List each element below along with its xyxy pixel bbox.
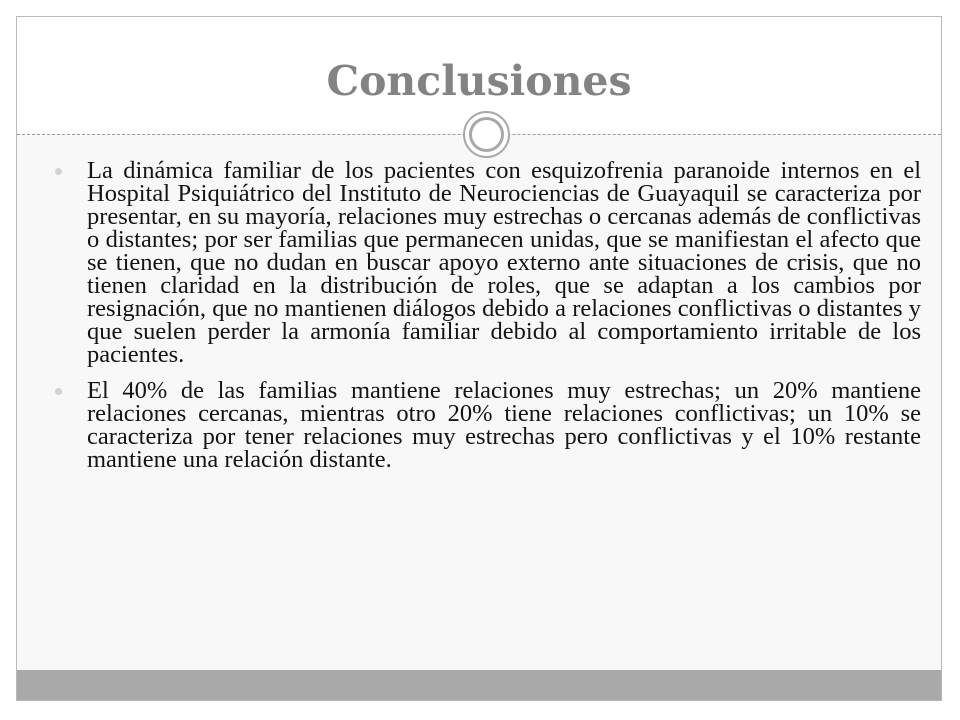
ring-icon: [463, 111, 510, 158]
footer-bar: [17, 670, 941, 700]
bullet-text: La dinámica familiar de los pacientes con esquizofrenia paranoide internos en el Hospital Psiquiátrico del Instituto de Neurociencias de Guayaquil se caracteriza por presentar, en su mayoría, relaciones muy estrechas o cercanas además de conflictivas o distantes; por ser familias que permanecen unidas, que se manifiestan el afecto que se tienen, que no dudan en buscar apoyo externo ante situaciones de crisis, que no tienen claridad en la distribución de roles, que se adaptan a los cambios por resignación, que no mantienen diálogos debido a relaciones conflictivas o distantes y que suelen perder la armonía familiar debido al comportamiento irritable de los pacientes.: [87, 157, 921, 368]
slide-frame: [16, 16, 942, 701]
bullet-dot-icon: [55, 388, 62, 395]
bullet-item: [53, 159, 921, 366]
page-title: Conclusiones: [326, 57, 632, 105]
bullet-text: El 40% de las familias mantiene relaciones muy estrechas; un 20% mantiene relaciones cercanas, mientras otro 20% tiene relaciones conflictivas; un 10% se caracteriza por tener relaciones muy estrechas pero conflictivas y el 10% restante mantiene una relación distante.: [87, 377, 921, 473]
bullet-list: [53, 159, 921, 484]
ring-inner-circle: [469, 117, 504, 152]
bullet-dot-icon: [55, 168, 62, 175]
bullet-item: [53, 379, 921, 471]
